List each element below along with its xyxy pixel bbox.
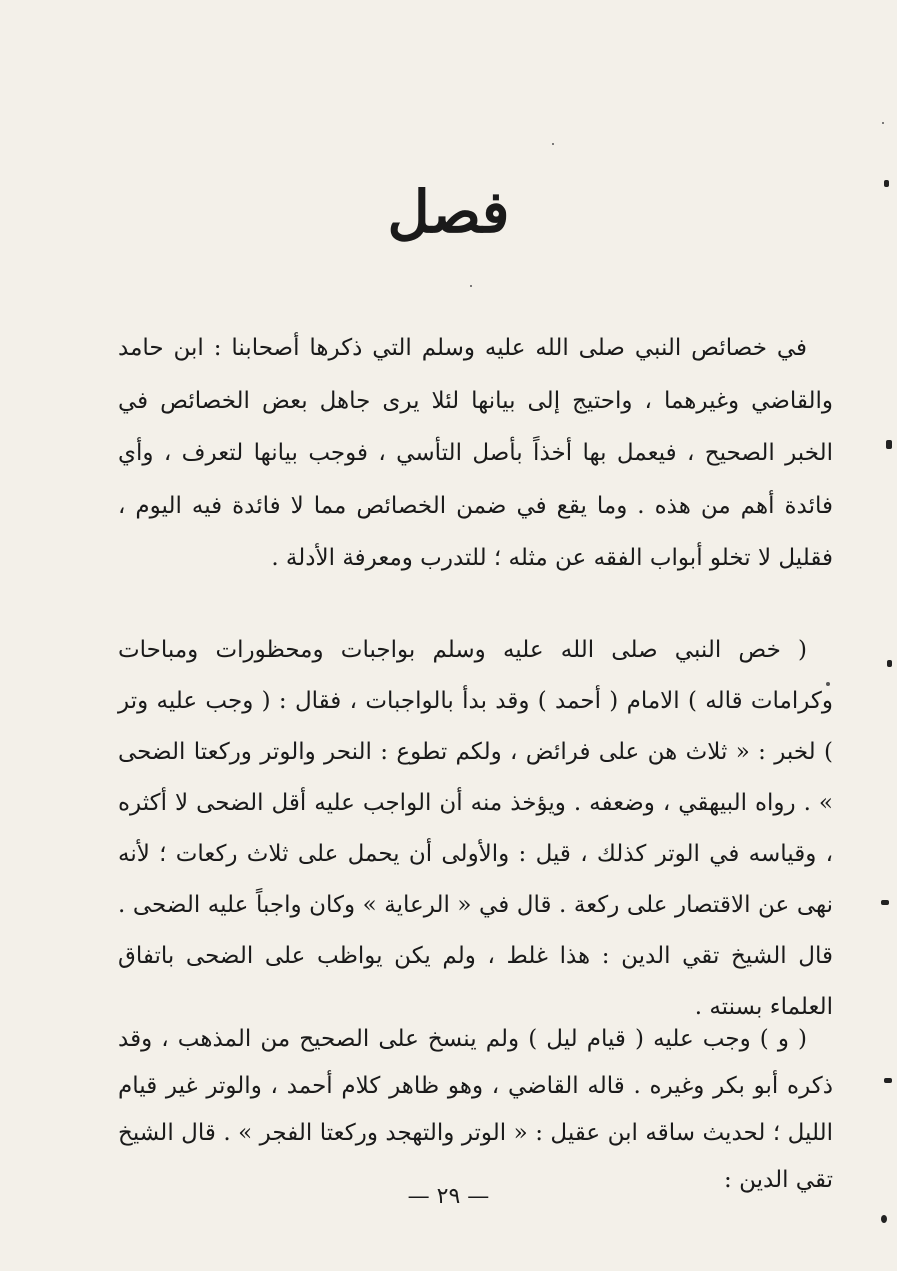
scan-speck: [826, 682, 830, 686]
scan-mark: [881, 1215, 887, 1223]
scan-speck: [470, 285, 472, 287]
section-heading: فصل: [387, 178, 510, 246]
scan-mark: [884, 1078, 892, 1083]
scan-mark: [886, 440, 892, 449]
paragraph-2-text: ( خص النبي صلى الله عليه وسلم بواجبات ومحظورات ومباحات وكرامات قاله ) الامام ( أحمد ) وقد بدأ بالواجبات ، فقال : ( وجب عليه وتر ) لخبر : « ثلاث هن على فرائض ، ولكم تطوع : النحر والوتر وركعتا الضحى » . رواه البيهقي ، وضعفه . ويؤخذ منه أن الواجب عليه أقل الضحى لا أكثره ، وقياسه في الوتر كذلك ، قيل : والأولى أن يحمل على ثلاث ركعات ؛ لأنه نهى عن الاقتصار على ركعة . قال في « الرعاية » وكان واجباً عليه الضحى . قال الشيخ تقي الدين : هذا غلط ، ولم يكن يواظب على الضحى باتفاق العلماء بسنته .: [118, 637, 833, 1020]
page-number: — ٢٩ —: [407, 1184, 490, 1209]
scan-speck: [882, 122, 884, 124]
scan-mark: [887, 660, 892, 667]
paragraph-3: [118, 1016, 833, 1204]
paragraph-2: [118, 625, 833, 1033]
scan-speck: [552, 143, 554, 145]
scan-mark: [884, 180, 889, 187]
paragraph-3-text: ( و ) وجب عليه ( قيام ليل ) ولم ينسخ على الصحيح من المذهب ، وقد ذكره أبو بكر وغيره . قاله القاضي ، وهو ظاهر كلام أحمد ، والوتر غير قيام الليل ؛ لحديث ساقه ابن عقيل : « الوتر والتهجد وركعتا الفجر » . قال الشيخ تقي الدين :: [118, 1026, 833, 1193]
paragraph-1: [118, 322, 833, 585]
scan-mark: [881, 900, 889, 905]
paragraph-1-text: في خصائص النبي صلى الله عليه وسلم التي ذكرها أصحابنا : ابن حامد والقاضي وغيرهما ، واحتيج إلى بيانها لئلا يرى جاهل بعض الخصائص في الخبر الصحيح ، فيعمل بها أخذاً بأصل التأسي ، فوجب بيانها لتعرف ، وأي فائدة أهم من هذه . وما يقع في ضمن الخصائص مما لا فائدة فيه اليوم ، فقليل لا تخلو أبواب الفقه عن مثله ؛ للتدرب ومعرفة الأدلة .: [118, 335, 833, 571]
